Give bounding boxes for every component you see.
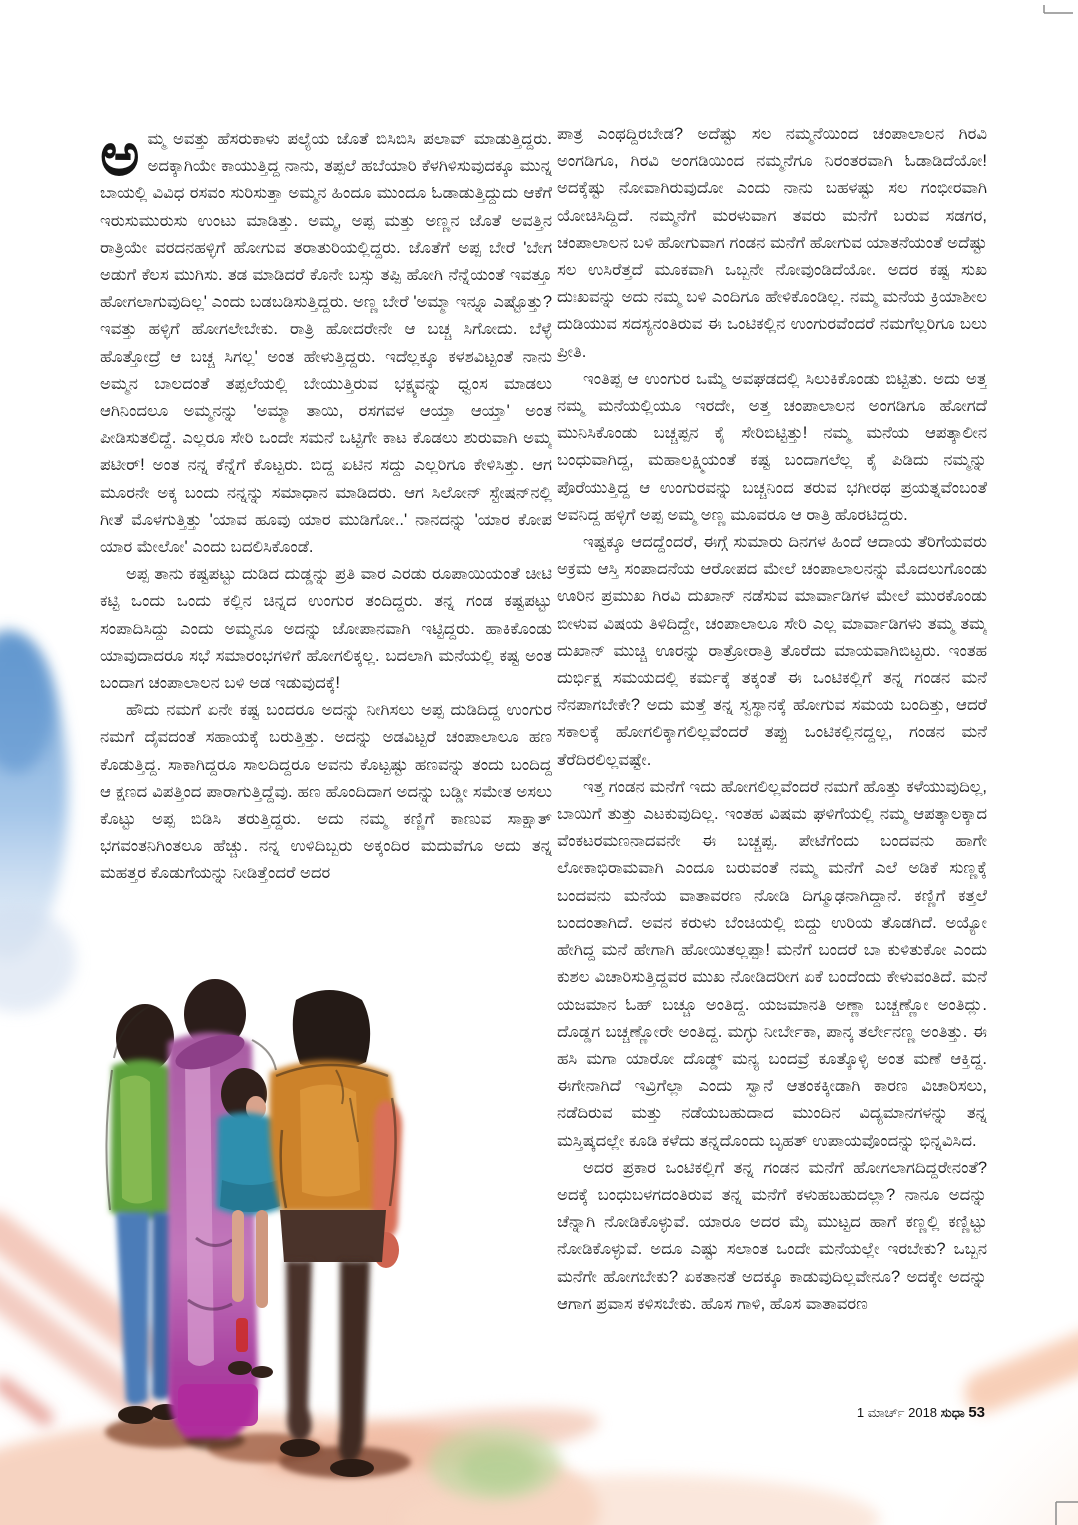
paragraph-opening [100,126,552,561]
paragraph: ಅದರ ಪ್ರಕಾರ ಒಂಟಿಕಲ್ಲಿಗೆ ತನ್ನ ಗಂಡನ ಮನೆಗೆ ಹೋಗಲಾಗದಿದ್ದರೇನಂತೆ? ಅದಕ್ಕೆ ಬಂಧುಬಳಗದಂತಿರುವ ತನ್ನ ಮನೆಗೆ ಕಳುಹಬಹುದಲ್ಲಾ? ನಾನೂ ಅದನ್ನು ಚೆನ್ನಾಗಿ ನೋಡಿಕೊಳ್ಳುವೆ. ಯಾರೂ ಅದರ ಮೈ ಮುಟ್ಟದ ಹಾಗೆ ಕಣ್ಣಲ್ಲಿ ಕಣ್ಣಿಟ್ಟು ನೋಡಿಕೊಳ್ಳುವೆ. ಅದೂ ಎಷ್ಟು ಸಲಾಂತ ಒಂದೇ ಮನೆಯಲ್ಲೇ ಇರಬೇಕು? ಒಬ್ಬನ ಮನೆಗೇ ಹೋಗಬೇಕು? ಏಕತಾನತೆ ಅದಕ್ಕೂ ಕಾಡುವುದಿಲ್ಲವೇನೂ? ಅದಕ್ಕೇ ಅದನ್ನು ಆಗಾಗ ಪ್ರವಾಸ ಕಳಿಸಬೇಕು. ಹೊಸ ಗಾಳಿ, ಹೊಸ ವಾತಾವರಣ [557,1158,987,1313]
footer-magazine-name: ಸುಧಾ [940,1405,965,1420]
lavender-wisp [0,908,76,1012]
figure-man-mustard [269,990,402,1477]
green-ground-patch [429,1428,561,1500]
right-text-column [557,121,987,1377]
footer-date: 1 ಮಾರ್ಚ್ 2018 [856,1405,938,1420]
paragraph: ಅಪ್ಪ ತಾನು ಕಷ್ಟಪಟ್ಟು ದುಡಿದ ದುಡ್ಡನ್ನು ಪ್ರತಿ ವಾರ ಎರಡು ರೂಪಾಯಿಯಂತೆ ಚೀಟಿ ಕಟ್ಟಿ ಒಂದು ಒಂದು ಕಲ್ಲಿನ ಚಿನ್ನದ ಉಂಗುರ ತಂದಿದ್ದರು. ತನ್ನ ಗಂಡ ಕಷ್ಟಪಟ್ಟು ಸಂಪಾದಿಸಿದ್ದು ಎಂದು ಅಮ್ಮನೂ ಅದನ್ನು ಜೋಪಾನವಾಗಿ ಇಟ್ಟಿದ್ದರು. ಹಾಕಿಕೊಂಡು ಯಾವುದಾದರೂ ಸಭೆ ಸಮಾರಂಭಗಳಿಗೆ ಹೋಗಲಿಕ್ಕಲ್ಲ. ಬದಲಾಗಿ ಮನೆಯಲ್ಲಿ ಕಷ್ಟ ಅಂತ ಬಂದಾಗ ಚಂಪಾಲಾಲನ ಬಳಿ ಅಡ ಇಡುವುದಕ್ಕೆ! [100,565,552,693]
paragraph: ಇಂತಿಪ್ಪ ಆ ಉಂಗುರ ಒಮ್ಮೆ ಅವಘಡದಲ್ಲಿ ಸಿಲುಕಿಕೊಂಡು ಬಿಟ್ಟಿತು. ಅದು ಅತ್ತ ನಮ್ಮ ಮನೆಯಲ್ಲಿಯೂ ಇರದೇ, ಅತ್ತ ಚಂಪಾಲಾಲನ ಅಂಗಡಿಗೂ ಹೋಗದೆ ಮುನಿಸಿಕೊಂಡು ಬಚ್ಚಪ್ಪನ ಕೈ ಸೇರಿಬಿಟ್ಟಿತ್ತು! ನಮ್ಮ ಮನೆಯ ಆಪತ್ಕಾಲೀನ ಬಂಧುವಾಗಿದ್ದ, ಮಹಾಲಕ್ಷ್ಮಿಯಂತೆ ಕಷ್ಟ ಬಂದಾಗಲೆಲ್ಲ ಕೈ ಪಿಡಿದು ನಮ್ಮನ್ನು ಪೊರೆಯುತ್ತಿದ್ದ ಆ ಉಂಗುರವನ್ನು ಬಚ್ಚನಿಂದ ತರುವ ಭಗೀರಥ ಪ್ರಯತ್ನವೆಂಬಂತೆ ಅವನಿದ್ದ ಹಳ್ಳಿಗೆ ಅಪ್ಪ ಅಮ್ಮ ಅಣ್ಣ ಮೂವರೂ ಆ ರಾತ್ರಿ ಹೊರಟಿದ್ದರು. [557,369,987,524]
paragraph-continuation: ಪಾತ್ರ ಎಂಥದ್ದಿರಬೇಡ? ಅದೆಷ್ಟು ಸಲ ನಮ್ಮನೆಯಿಂದ ಚಂಪಾಲಾಲನ ಗಿರವಿ ಅಂಗಡಿಗೂ, ಗಿರವಿ ಅಂಗಡಿಯಿಂದ ನಮ್ಮನೆಗೂ ನಿರಂತರವಾಗಿ ಓಡಾಡಿದೆಯೋ! ಅದಕ್ಕೆಷ್ಟು ನೋವಾಗಿರುವುದೋ ಎಂದು ನಾನು ಬಹಳಷ್ಟು ಸಲ ಗಂಭೀರವಾಗಿ ಯೋಚಿಸಿದ್ದಿದೆ. ನಮ್ಮನೆಗೆ ಮರಳುವಾಗ ತವರು ಮನೆಗೆ ಬರುವ ಸಡಗರ, ಚಂಪಾಲಾಲನ ಬಳಿ ಹೋಗುವಾಗ ಗಂಡನ ಮನೆಗೆ ಹೋಗುವ ಯಾತನೆಯಂತೆ ಅದೆಷ್ಟು ಸಲ ಉಸಿರೆತ್ತದೆ ಮೂಕವಾಗಿ ಒಬ್ಬನೇ ನೋವುಂಡಿದೆಯೋ. ಅದರ ಕಷ್ಟ ಸುಖ ದುಃಖವನ್ನು ಅದು ನಮ್ಮ ಬಳಿ ಎಂದಿಗೂ ಹೇಳಿಕೊಂಡಿಲ್ಲ. ನಮ್ಮ ಮನೆಯ ಕ್ರಿಯಾಶೀಲ ದುಡಿಯುವ ಸದಸ್ಯನಂತಿರುವ ಈ ಒಂಟಿಕಲ್ಲಿನ ಉಂಗುರವೆಂದರೆ ನಮಗೆಲ್ಲರಿಗೂ ಬಲು ಪ್ರೀತಿ. [557,125,987,361]
paragraph: ಹೌದು ನಮಗೆ ಏನೇ ಕಷ್ಟ ಬಂದರೂ ಅದನ್ನು ನೀಗಿಸಲು ಅಪ್ಪ ದುಡಿದಿದ್ದ ಉಂಗುರ ನಮಗೆ ದೈವದಂತೆ ಸಹಾಯಕ್ಕೆ ಬರುತ್ತಿತ್ತು. ಅದನ್ನು ಅಡವಿಟ್ಟರೆ ಚಂಪಾಲಾಲೂ ಹಣ ಕೊಡುತ್ತಿದ್ದ. ಸಾಕಾಗಿದ್ದರೂ ಸಾಲದಿದ್ದರೂ ಅವನು ಕೊಟ್ಟಷ್ಟು ಹಣವನ್ನು ತಂದು ಬಂದಿದ್ದ ಆ ಕ್ಷಣದ ವಿಪತ್ತಿಂದ ಪಾರಾಗುತ್ತಿದ್ದೆವು. ಹಣ ಹೊಂದಿದಾಗ ಅದನ್ನು ಬಡ್ಡೀ ಸಮೇತ ಅಸಲು ಕೊಟ್ಟು ಅಪ್ಪ ಬಿಡಿಸಿ ತರುತ್ತಿದ್ದರು. ಅದು ನಮ್ಮ ಕಣ್ಣಿಗೆ ಕಾಣುವ ಸಾಕ್ಷಾತ್ ಭಗವಂತನಿಗಿಂತಲೂ ಹೆಚ್ಚು. ನನ್ನ ಉಳಿದಿಬ್ಬರು ಅಕ್ಕಂದಿರ ಮದುವೆಗೂ ಅದು ತನ್ನ ಮಹತ್ತರ ಕೊಡುಗೆಯನ್ನು ನೀಡಿತ್ತೆಂದರೆ ಅದರ [100,701,552,883]
footer-page-number: 53 [968,1404,985,1421]
page-footer [857,1404,985,1421]
left-text-column [100,126,552,940]
drop-cap: ಅ [100,126,140,188]
crop-mark-top-right [1044,5,1073,13]
paragraph: ಇತ್ತ ಗಂಡನ ಮನೆಗೆ ಇದು ಹೋಗಲಿಲ್ಲವೆಂದರೆ ನಮಗೆ ಹೊತ್ತು ಕಳೆಯುವುದಿಲ್ಲ, ಬಾಯಿಗೆ ತುತ್ತು ಎಟಕುವುದಿಲ್ಲ. ಇಂತಹ ವಿಷಮ ಘಳಿಗೆಯಲ್ಲಿ ನಮ್ಮ ಆಪತ್ಕಾಲಕ್ಕಾದ ವೆಂಕಟರಮಣನಾದವನೇ ಈ ಬಚ್ಚಪ್ಪ. ಪೇಟೆಗೆಂದು ಬಂದವನು ಹಾಗೇ ಲೋಕಾಭಿರಾಮವಾಗಿ ಎಂದೂ ಬರುವಂತೆ ನಮ್ಮ ಮನೆಗೆ ಎಲೆ ಅಡಿಕೆ ಸುಣ್ಣಕ್ಕೆ ಬಂದವನು ಮನೆಯ ವಾತಾವರಣ ನೋಡಿ ದಿಗ್ಮೂಢನಾಗಿದ್ದಾನೆ. ಕಣ್ಣಿಗೆ ಕತ್ತಲೆ ಬಂದಂತಾಗಿದೆ. ಅವನ ಕರುಳು ಬೆಂಚಿಯಲ್ಲಿ ಬಿದ್ದು ಉರಿಯ ತೊಡಗಿದೆ. ಅಯ್ಯೋ ಹೇಗಿದ್ದ ಮನೆ ಹೇಗಾಗಿ ಹೋಯಿತಲ್ಲಪ್ಪಾ! ಮನೆಗೆ ಬಂದರೆ ಬಾ ಕುಳಿತುಕೋ ಎಂದು ಕುಶಲ ವಿಚಾರಿಸುತ್ತಿದ್ದವರ ಮುಖ ನೋಡಿದರೀಗ ಏಕೆ ಬಂದೆಂದು ಕೇಳುವಂತಿದೆ. ಮನೆ ಯಜಮಾನ ಓಹ್ ಬಚ್ಚೂ ಅಂತಿದ್ದ. ಯಜಮಾನತಿ ಅಣ್ಣಾ ಬಚ್ಚಣ್ಣೋ ಅಂತಿದ್ಲು. ದೊಡ್ಡಗ ಬಚ್ಚಣ್ಣೋರೇ ಅಂತಿದ್ದ. ಮಗ್ಳು ನೀರ್ಬೇಕಾ, ಪಾನ್ಕ ತರ್ಲೇನಣ್ಣ ಅಂತಿತ್ತು. ಈ ಹಸಿ ಮಗಾ ಯಾರೋ ದೊಡ್ಡ್ ಮನ್ಯ ಬಂದವ್ರೆ ಕೂತ್ಕೊಳ್ಳಿ ಅಂತ ಮಣೆ ಆಕ್ತಿದ್ದ. ಈಗೇನಾಗಿದೆ ಇವ್ರಿಗೆಲ್ಲಾ ಎಂದು ಸ್ವಾನೆ ಆತಂಕಕ್ಕೀಡಾಗಿ ಕಾರಣ ವಿಚಾರಿಸಲು, ನಡೆದಿರುವ ಮತ್ತು ನಡೆಯಬಹುದಾದ ಮುಂದಿನ ವಿದ್ಯಮಾನಗಳನ್ನು ತನ್ನ ಮಸ್ತಿಷ್ಕದಲ್ಲೇ ಕೂಡಿ ಕಳೆದು ತನ್ನದೊಂದು ಬೃಹತ್ ಉಪಾಯವೊಂದನ್ನು ಭಿನ್ನವಿಸಿದ. [557,777,987,1150]
paragraph-text: ಮ್ಮ ಅವತ್ತು ಹೆಸರುಕಾಳು ಪಲ್ಯೆಯ ಜೊತೆ ಬಿಸಿಬಿಸಿ ಪಲಾವ್ ಮಾಡುತ್ತಿದ್ದರು. ಅದಕ್ಕಾಗಿಯೇ ಕಾಯುತ್ತಿದ್ದ ನಾನು, ತಪ್ಪಲೆ ಹಬೆಯಾರಿ ಕೆಳಗಿಳಿಸುವುದಕ್ಕೂ ಮುನ್ನ ಬಾಯಲ್ಲಿ ವಿವಿಧ ರಸವಂ ಸುರಿಸುತ್ತಾ ಅಮ್ಮನ ಹಿಂದೂ ಮುಂದೂ ಓಡಾಡುತ್ತಿದ್ದುದು ಆಕೆಗೆ ಇರುಸುಮುರುಸು ಉಂಟು ಮಾಡಿತ್ತು. ಅಮ್ಮ, ಅಪ್ಪ ಮತ್ತು ಅಣ್ಣನ ಜೊತೆ ಅವತ್ತಿನ ರಾತ್ರಿಯೇ ವರದನಹಳ್ಳಿಗೆ ಹೋಗುವ ತರಾತುರಿಯಲ್ಲಿದ್ದರು. ಜೊತೆಗೆ ಅಪ್ಪ ಬೇರೆ 'ಬೇಗ ಅಡುಗೆ ಕೆಲಸ ಮುಗಿಸು. ತಡ ಮಾಡಿದರೆ ಕೊನೇ ಬಸ್ಸು ತಪ್ಪಿ ಹೋಗಿ ನೆನ್ನೆಯಂತೆ ಇವತ್ತೂ ಹೋಗಲಾಗುವುದಿಲ್ಲ' ಎಂದು ಬಡಬಡಿಸುತ್ತಿದ್ದರು. ಅಣ್ಣ ಬೇರೆ 'ಅಮ್ಮಾ ಇನ್ನೂ ಎಷ್ಟೊತ್ತು? ಇವತ್ತು ಹಳ್ಳಿಗೆ ಹೋಗಲೇಬೇಕು. ರಾತ್ರಿ ಹೋದರೇನೇ ಆ ಬಚ್ಚ ಸಿಗೋದು. ಬೆಳ್ಳೆ ಹೊತ್ತೋದ್ರೆ ಆ ಬಚ್ಚ ಸಿಗಲ್ಲ' ಅಂತ ಹೇಳುತ್ತಿದ್ದರು. ಇದೆಲ್ಲಕ್ಕೂ ಕಳಶವಿಟ್ಟಂತೆ ನಾನು ಅಮ್ಮನ ಬಾಲದಂತೆ ತಪ್ಪಲೆಯಲ್ಲಿ ಬೇಯುತ್ತಿರುವ ಭಕ್ಷ್ಯವನ್ನು ಧ್ವಂಸ ಮಾಡಲು ಆಗಿನಿಂದಲೂ ಅಮ್ಮನನ್ನು 'ಅಮ್ಮಾ ತಾಯಿ, ರಸಗವಳ ಆಯ್ತಾ ಆಯ್ತಾ' ಅಂತ ಪೀಡಿಸುತಲಿದ್ದೆ. ಎಲ್ಲರೂ ಸೇರಿ ಒಂದೇ ಸಮನೆ ಒಟ್ಟಿಗೇ ಕಾಟ ಕೊಡಲು ಶುರುವಾಗಿ ಅಮ್ಮ ಪಟೀರ್! ಅಂತ ನನ್ನ ಕೆನ್ನೆಗೆ ಕೊಟ್ಟರು. ಬಿದ್ದ ಏಟಿನ ಸದ್ದು ಎಲ್ಲರಿಗೂ ಕೇಳಿಸಿತ್ತು. ಆಗ ಮೂರನೇ ಅಕ್ಕ ಬಂದು ನನ್ನನ್ನು ಸಮಾಧಾನ ಮಾಡಿದರು. ಆಗ ಸಿಲೋನ್ ಸ್ಟೇಷನ್‌ನಲ್ಲಿ ಗೀತೆ ಮೊಳಗುತ್ತಿತ್ತು 'ಯಾವ ಹೂವು ಯಾರ ಮುಡಿಗೋ..' ನಾನದನ್ನು 'ಯಾರ ಕೋಪ ಯಾರ ಮೇಲೋ' ಎಂದು ಬದಲಿಸಿಕೊಂಡೆ. [100,130,552,557]
paragraph: ಇಷ್ಟಕ್ಕೂ ಆದದ್ದೆಂದರೆ, ಈಗ್ಗೆ ಸುಮಾರು ದಿನಗಳ ಹಿಂದೆ ಆದಾಯ ತೆರಿಗೆಯವರು ಅಕ್ರಮ ಆಸ್ತಿ ಸಂಪಾದನೆಯ ಆರೋಪದ ಮೇಲೆ ಚಂಪಾಲಾಲನನ್ನು ಮೊದಲುಗೊಂಡು ಊರಿನ ಪ್ರಮುಖ ಗಿರವಿ ದುಖಾನ್ ನಡೆಸುವ ಮಾರ್ವಾಡಿಗಳ ಮೇಲೆ ಮುರಕೊಂಡು ಬೀಳುವ ವಿಷಯ ತಿಳಿದಿದ್ದೇ, ಚಂಪಾಲಾಲೂ ಸೇರಿ ಎಲ್ಲ ಮಾರ್ವಾಡಿಗಳು ತಮ್ಮ ತಮ್ಮ ದುಖಾನ್ ಮುಚ್ಚಿ ಊರನ್ನು ರಾತ್ರೋರಾತ್ರಿ ತೊರೆದು ಮಾಯವಾಗಿಬಿಟ್ಟರು. ಇಂತಹ ದುರ್ಭಿಕ್ಷ ಸಮಯದಲ್ಲಿ ಕರ್ಮಕ್ಕೆ ತಕ್ಕಂತೆ ಈ ಒಂಟಿಕಲ್ಲಿಗೆ ತನ್ನ ಗಂಡನ ಮನೆ ನೆನಪಾಗಬೇಕೇ? ಅದು ಮತ್ತೆ ತನ್ನ ಸ್ವಸ್ಥಾನಕ್ಕೆ ಹೋಗುವ ಸಮಯ ಬಂದಿತ್ತು, ಆದರೆ ಸಕಾಲಕ್ಕೆ ಹೋಗಲಿಕ್ಕಾಗಲಿಲ್ಲವೆಂದರೆ ತಪ್ಪು ಒಂಟಿಕಲ್ಲಿನದ್ದಲ್ಲ, ಗಂಡನ ಮನೆ ತೆರೆದಿರಲಿಲ್ಲವಷ್ಟೇ. [557,533,987,769]
